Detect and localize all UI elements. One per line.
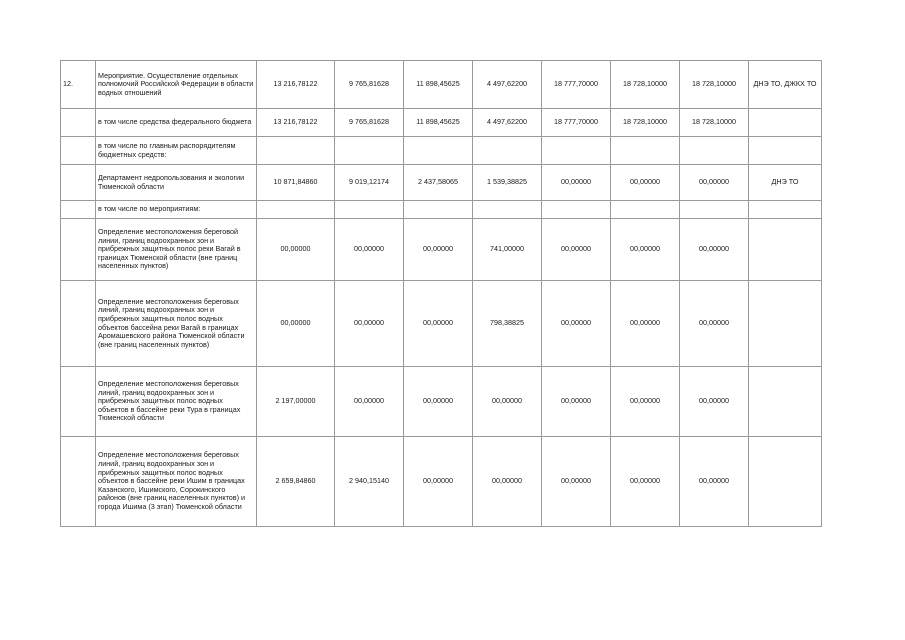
amount-cell: 00,00000 (404, 437, 473, 527)
amount-cell (680, 201, 749, 219)
amount-cell (473, 201, 542, 219)
amount-cell (404, 201, 473, 219)
table-row (61, 201, 822, 219)
amount-cell: 11 898,45625 (404, 109, 473, 137)
amount-cell: 00,00000 (611, 219, 680, 281)
amount-cell: 00,00000 (257, 281, 335, 367)
amount-cell: 00,00000 (680, 367, 749, 437)
activity-name-cell: Определение местоположения береговых линий, границ водоохранных зон и прибрежных защитных полос водных объектов в бассейне реки Ишим в границах Казанского, Ишимского, Сорокинского районов (вне границ населенных пунктов) и города Ишима (3 этап) Тюменской области (96, 437, 257, 527)
responsible-cell (749, 201, 822, 219)
amount-cell (611, 201, 680, 219)
responsible-cell (749, 219, 822, 281)
amount-cell: 00,00000 (611, 437, 680, 527)
amount-cell: 2 437,58065 (404, 165, 473, 201)
row-number-cell: 12. (61, 61, 96, 109)
table-row (61, 367, 822, 437)
activity-name-cell: Определение местоположения береговых линий, границ водоохранных зон и прибрежных защитных полос водных объектов в бассейне реки Тура в границах Тюменской области (96, 367, 257, 437)
amount-cell: 00,00000 (335, 281, 404, 367)
amount-cell: 18 728,10000 (680, 61, 749, 109)
amount-cell: 00,00000 (404, 281, 473, 367)
amount-cell: 00,00000 (542, 437, 611, 527)
amount-cell: 00,00000 (680, 219, 749, 281)
table-row (61, 61, 822, 109)
amount-cell: 2 940,15140 (335, 437, 404, 527)
amount-cell: 11 898,45625 (404, 61, 473, 109)
amount-cell: 00,00000 (404, 219, 473, 281)
table-row (61, 281, 822, 367)
amount-cell (257, 201, 335, 219)
responsible-cell: ДНЭ ТО (749, 165, 822, 201)
activity-name-cell: в том числе по главным распорядителям бюджетных средств: (96, 137, 257, 165)
responsible-cell: ДНЭ ТО, ДЖКХ ТО (749, 61, 822, 109)
amount-cell (473, 137, 542, 165)
amount-cell: 00,00000 (680, 281, 749, 367)
amount-cell (335, 137, 404, 165)
table-row (61, 137, 822, 165)
row-number-cell (61, 437, 96, 527)
amount-cell: 13 216,78122 (257, 109, 335, 137)
amount-cell: 9 765,81628 (335, 61, 404, 109)
responsible-cell (749, 137, 822, 165)
activity-name-cell: в том числе средства федерального бюджета (96, 109, 257, 137)
amount-cell: 18 777,70000 (542, 61, 611, 109)
amount-cell: 9 765,81628 (335, 109, 404, 137)
row-number-cell (61, 219, 96, 281)
budget-table (60, 60, 822, 527)
amount-cell: 00,00000 (542, 367, 611, 437)
responsible-cell (749, 367, 822, 437)
amount-cell (335, 201, 404, 219)
row-number-cell (61, 367, 96, 437)
amount-cell: 00,00000 (611, 165, 680, 201)
amount-cell: 00,00000 (680, 437, 749, 527)
amount-cell: 00,00000 (404, 367, 473, 437)
amount-cell (257, 137, 335, 165)
amount-cell: 4 497,62200 (473, 61, 542, 109)
amount-cell (611, 137, 680, 165)
activity-name-cell: Определение местоположения береговой линии, границ водоохранных зон и прибрежных защитных полос реки Вагай в границах Тюменской области (вне границ населенных пунктов) (96, 219, 257, 281)
row-number-cell (61, 281, 96, 367)
amount-cell: 2 659,84860 (257, 437, 335, 527)
responsible-cell (749, 109, 822, 137)
amount-cell: 13 216,78122 (257, 61, 335, 109)
amount-cell: 9 019,12174 (335, 165, 404, 201)
amount-cell: 1 539,38825 (473, 165, 542, 201)
amount-cell: 00,00000 (611, 367, 680, 437)
amount-cell: 00,00000 (542, 165, 611, 201)
table-row (61, 165, 822, 201)
amount-cell: 00,00000 (680, 165, 749, 201)
activity-name-cell: Департамент недропользования и экологии Тюменской области (96, 165, 257, 201)
amount-cell (542, 137, 611, 165)
row-number-cell (61, 137, 96, 165)
amount-cell: 10 871,84860 (257, 165, 335, 201)
row-number-cell (61, 165, 96, 201)
activity-name-cell: в том числе по мероприятиям: (96, 201, 257, 219)
responsible-cell (749, 437, 822, 527)
amount-cell: 18 777,70000 (542, 109, 611, 137)
amount-cell: 00,00000 (335, 367, 404, 437)
responsible-cell (749, 281, 822, 367)
amount-cell: 00,00000 (335, 219, 404, 281)
amount-cell: 00,00000 (473, 367, 542, 437)
amount-cell: 4 497,62200 (473, 109, 542, 137)
amount-cell: 18 728,10000 (611, 109, 680, 137)
amount-cell: 2 197,00000 (257, 367, 335, 437)
amount-cell: 18 728,10000 (680, 109, 749, 137)
amount-cell (680, 137, 749, 165)
amount-cell (404, 137, 473, 165)
activity-name-cell: Определение местоположения береговых линий, границ водоохранных зон и прибрежных защитных полос водных объектов бассейна реки Вагай в границах Аромашевского района Тюменской области (вне границ населенных пунктов) (96, 281, 257, 367)
amount-cell: 741,00000 (473, 219, 542, 281)
table-row (61, 109, 822, 137)
amount-cell: 00,00000 (473, 437, 542, 527)
row-number-cell (61, 109, 96, 137)
amount-cell: 00,00000 (542, 281, 611, 367)
table-row (61, 437, 822, 527)
row-number-cell (61, 201, 96, 219)
amount-cell: 00,00000 (611, 281, 680, 367)
amount-cell (542, 201, 611, 219)
amount-cell: 00,00000 (257, 219, 335, 281)
table-row (61, 219, 822, 281)
amount-cell: 00,00000 (542, 219, 611, 281)
amount-cell: 18 728,10000 (611, 61, 680, 109)
amount-cell: 798,38825 (473, 281, 542, 367)
activity-name-cell: Мероприятие. Осуществление отдельных полномочий Российской Федерации в области водных отношений (96, 61, 257, 109)
